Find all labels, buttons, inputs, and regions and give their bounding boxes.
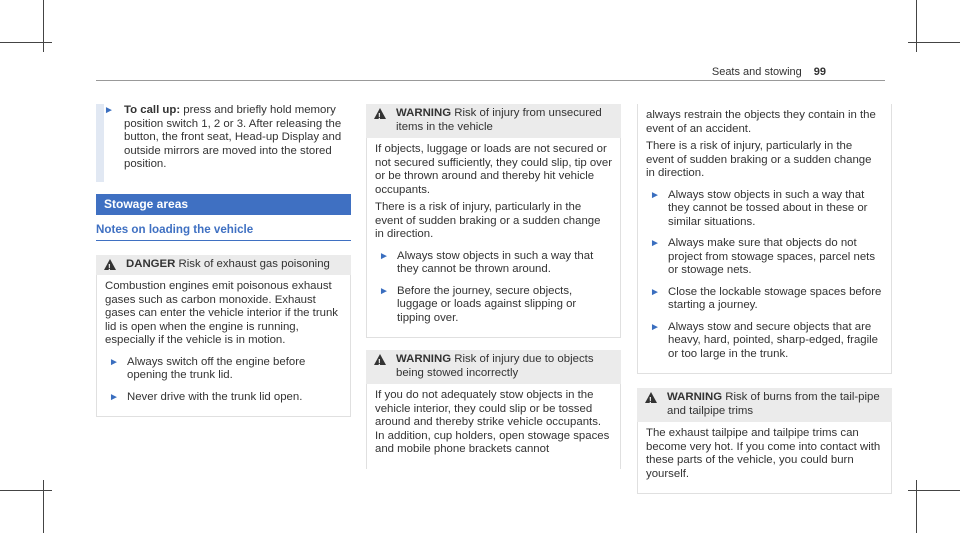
arrow-right-icon: ► <box>109 356 119 368</box>
danger-step <box>105 356 342 383</box>
arrow-right-icon: ► <box>379 250 389 262</box>
warning-step-text: Always stow objects in such a way that they cannot be thrown around. <box>397 249 594 275</box>
warning-continued-text: always restrain the objects they contain in the event of an accident. <box>646 109 876 135</box>
arrow-right-icon: ► <box>104 105 114 116</box>
danger-step-text: Always switch off the engine before opening the trunk lid. <box>127 355 306 381</box>
warning-step-text: Close the lockable stowage spaces before starting a journey. <box>668 285 882 311</box>
crop-mark <box>916 0 917 52</box>
warning-step <box>646 189 883 230</box>
warning-step <box>375 285 612 326</box>
warning-label: WARNING <box>396 107 452 119</box>
warning-step-text: Before the journey, secure objects, luggage or loads against slipping or tipping over. <box>397 284 577 324</box>
warning-box-body <box>366 384 621 469</box>
crop-mark <box>43 480 44 533</box>
warning-body: If you do not adequately stow objects in the vehicle interior, they could slip or be tossed around and thereby strike vehicle occupants. In addition, cup holders, open stowage spaces and mobile phone brackets cannot <box>375 389 610 455</box>
subsection-heading: Notes on loading the vehicle <box>96 215 351 241</box>
warning-step <box>646 286 883 313</box>
danger-step-text: Never drive with the trunk lid open. <box>127 390 303 403</box>
arrow-right-icon: ► <box>650 286 660 298</box>
arrow-right-icon: ► <box>650 321 660 333</box>
arrow-right-icon: ► <box>379 285 389 297</box>
crop-mark <box>0 490 52 491</box>
warning-step <box>646 321 883 362</box>
warning-step-text: Always stow objects in such a way that they cannot be tossed about in these or similar situations. <box>668 188 868 228</box>
warning-title: Risk of injury from unsecured items in the vehicle <box>396 107 602 133</box>
danger-box-body <box>96 275 351 417</box>
column-3 <box>637 104 892 494</box>
crop-mark <box>916 480 917 533</box>
arrow-right-icon: ► <box>650 238 660 249</box>
header-rule <box>96 80 885 81</box>
warning-label: WARNING <box>667 391 723 403</box>
warning-triangle-icon: ! <box>374 354 386 365</box>
warning-body: If objects, luggage or loads are not secured or not secured sufficiently, they could slip, tip over or be thrown around and thereby hit vehicle occupants. <box>375 143 613 196</box>
arrow-right-icon: ► <box>109 391 119 403</box>
crop-mark <box>43 0 44 52</box>
running-header <box>712 66 826 78</box>
warning-step-text: Always stow and secure objects that are heavy, hard, pointed, sharp-edged, fragile or too large in the trunk. <box>668 320 879 360</box>
warning-box-title <box>366 104 621 138</box>
warning-continued-text: There is a risk of injury, particularly in the event of sudden braking or a sudden change in direction. <box>646 140 872 179</box>
warning-box-title <box>366 350 621 384</box>
danger-title: Risk of exhaust gas poisoning <box>178 257 330 270</box>
warning-box-continued <box>637 104 892 374</box>
arrow-right-icon: ► <box>650 189 660 201</box>
column-1 <box>96 104 351 417</box>
call-up-instruction <box>96 104 351 172</box>
danger-step <box>105 391 342 405</box>
warning-title: Risk of burns from the tail-pipe and tailpipe trims <box>667 391 880 417</box>
warning-box-body <box>637 422 892 494</box>
warning-body: The exhaust tailpipe and tailpipe trims can become very hot. If you come into contact with these parts of the vehicle, you could burn yourself. <box>646 427 881 480</box>
section-heading: Stowage areas <box>96 194 351 216</box>
warning-step <box>646 237 883 278</box>
warning-triangle-icon: ! <box>645 392 657 403</box>
column-2 <box>366 104 621 469</box>
warning-step-text: Always make sure that objects do not project from stowage spaces, parcel nets or stowage nets. <box>668 237 876 276</box>
instruction-label: To call up: <box>124 104 181 116</box>
warning-box-body <box>366 138 621 338</box>
warning-triangle-icon: ! <box>104 259 116 270</box>
danger-label: DANGER <box>126 257 176 270</box>
warning-step <box>375 250 612 277</box>
danger-box-title <box>96 255 351 276</box>
instruction-text: press and briefly hold memory position switch 1, 2 or 3. After releasing the button, the front seat, Head-up Display and outside mirrors are moved into the stored position. <box>124 104 342 170</box>
crop-mark <box>0 42 52 43</box>
warning-body: There is a risk of injury, particularly in the event of sudden braking or a sudden change in direction. <box>375 201 601 240</box>
warning-title: Risk of injury due to objects being stowed incorrectly <box>396 353 594 379</box>
danger-body: Combustion engines emit poisonous exhaust gases such as carbon monoxide. Exhaust gases can enter the vehicle interior if the trunk lid is open when the engine is running, especially if the vehicle is in motion. <box>105 280 339 346</box>
warning-label: WARNING <box>396 353 452 365</box>
running-header-title: Seats and stowing <box>711 66 802 78</box>
page-number: 99 <box>813 66 826 78</box>
warning-box-title <box>637 388 892 422</box>
warning-triangle-icon: ! <box>374 108 386 119</box>
